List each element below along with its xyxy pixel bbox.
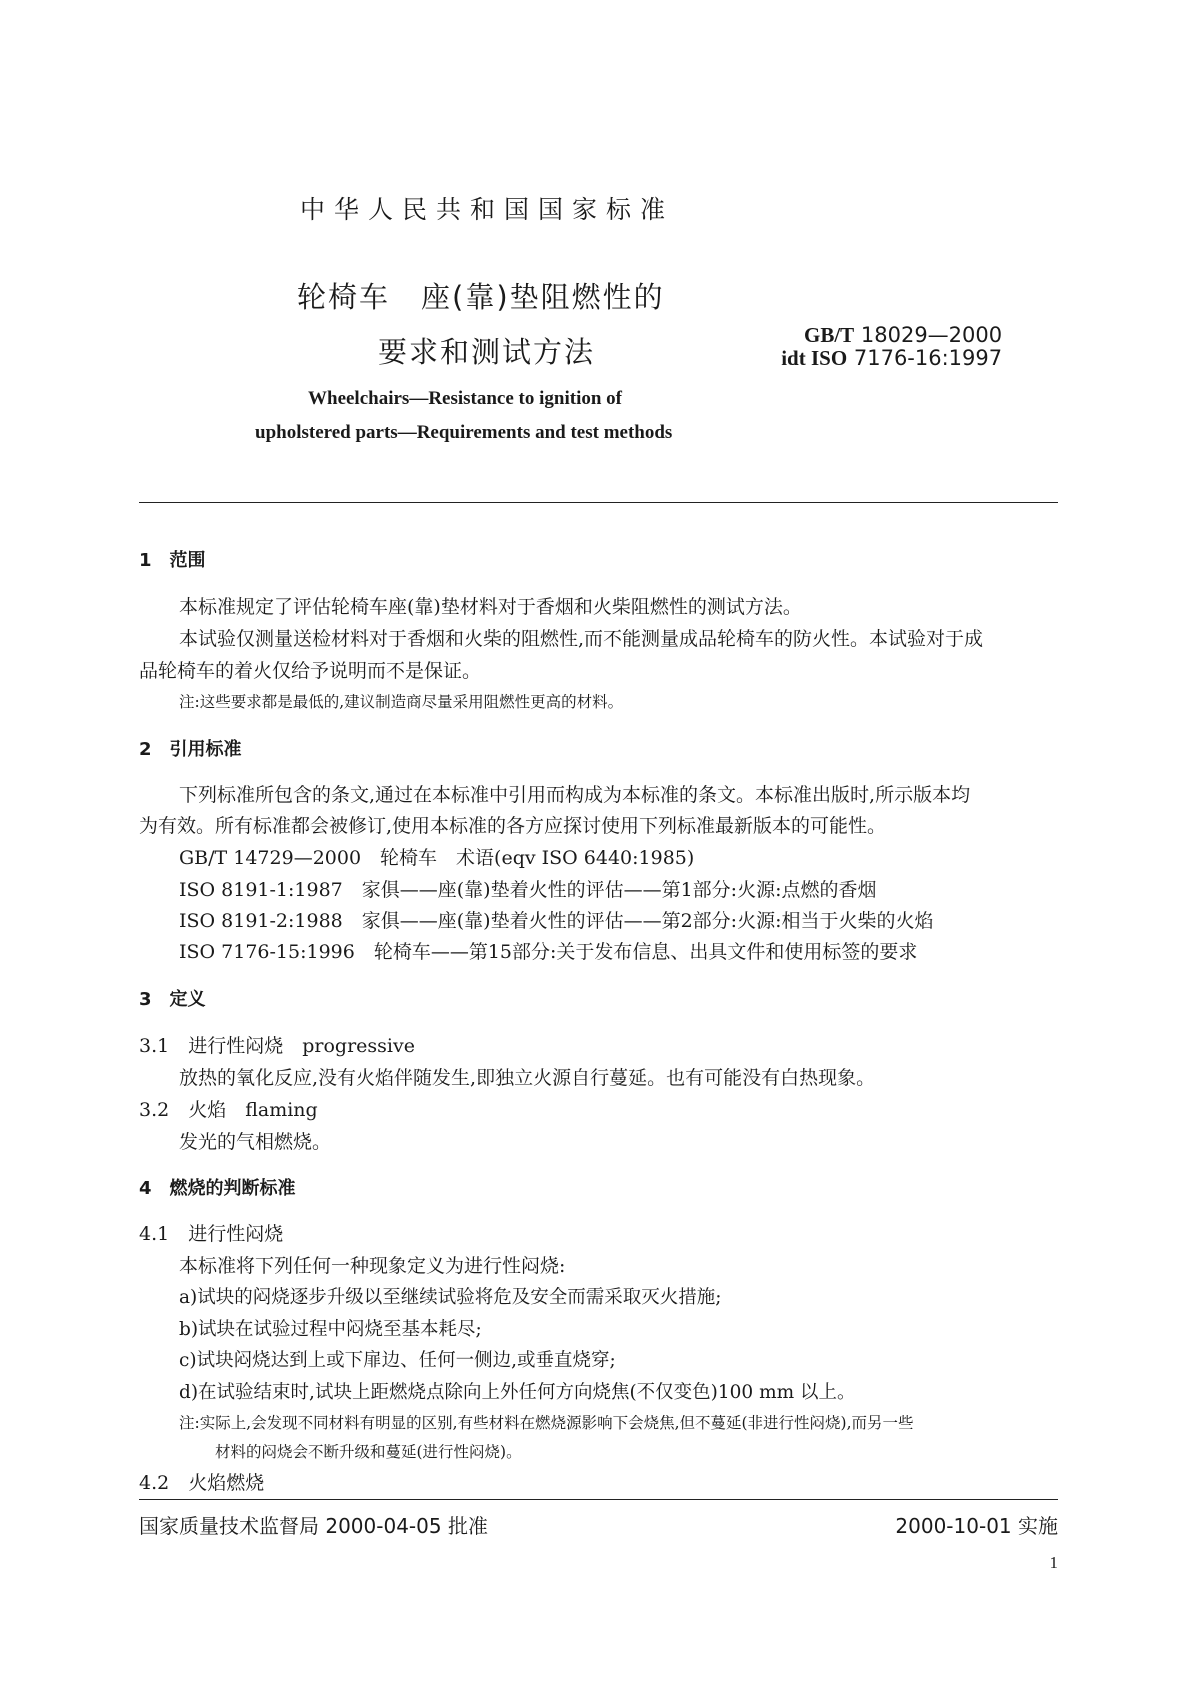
definition-3-2-title: 3.2 火焰 flaming <box>139 1099 318 1121</box>
std-number: 18029—2000 <box>860 323 1003 347</box>
definition-3-2-text: 发光的气相燃烧。 <box>179 1131 332 1153</box>
subsection-4-1-title: 4.1 进行性闷烧 <box>139 1223 284 1245</box>
subsection-4-1-note-line2: 材料的闷烧会不断升级和蔓延(进行性闷烧)。 <box>215 1443 522 1461</box>
section-2-paragraph-line1: 下列标准所包含的条文,通过在本标准中引用而构成为本标准的条文。本标准出版时,所示版本均 <box>179 784 971 806</box>
section-1-paragraph-2-line1: 本试验仅测量送检材料对于香烟和火柴的阻燃性,而不能测量成品轮椅车的防火性。本试验对于成 <box>179 628 984 650</box>
header-divider <box>139 502 1058 503</box>
subsection-4-1-note-line1: 注:实际上,会发现不同材料有明显的区别,有些材料在燃烧源影响下会烧焦,但不蔓延(非进行性闷烧),而另一些 <box>179 1414 914 1432</box>
definition-3-1-title: 3.1 进行性闷烧 progressive <box>139 1035 415 1057</box>
section-1-paragraph-1: 本标准规定了评估轮椅车座(靠)垫材料对于香烟和火柴阻燃性的测试方法。 <box>179 596 802 618</box>
definition-3-1-text: 放热的氧化反应,没有火焰伴随发生,即独立火源自行蔓延。也有可能没有白热现象。 <box>179 1067 876 1089</box>
reference-item: ISO 8191-1:1987 家俱——座(靠)垫着火性的评估——第1部分:火源:点燃的香烟 <box>179 879 877 901</box>
section-2-heading: 2 引用标准 <box>139 739 242 760</box>
footer-divider <box>139 1499 1058 1500</box>
implementation-date: 2000-10-01 实施 <box>895 1514 1058 1538</box>
section-3-heading: 3 定义 <box>139 989 206 1010</box>
list-item: d)在试验结束时,试块上距燃烧点除向上外任何方向烧焦(不仅变色)100 mm 以上。 <box>179 1382 856 1403</box>
idt-number <box>770 347 1002 370</box>
std-prefix: GB/T <box>804 323 855 347</box>
list-item: a)试块的闷烧逐步升级以至继续试验将危及安全而需采取灭火措施; <box>179 1287 722 1308</box>
section-4-heading: 4 燃烧的判断标准 <box>139 1178 296 1199</box>
reference-item: ISO 8191-2:1988 家俱——座(靠)垫着火性的评估——第2部分:火源:相当于火柴的火焰 <box>179 910 934 932</box>
idt-prefix: idt ISO <box>781 346 848 370</box>
title-en-line1: Wheelchairs—Resistance to ignition of <box>308 388 623 409</box>
section-1-paragraph-2-line2: 品轮椅车的着火仅给予说明而不是保证。 <box>139 660 482 682</box>
title-en-line2: upholstered parts—Requirements and test methods <box>255 422 673 443</box>
subsection-4-2-title: 4.2 火焰燃烧 <box>139 1472 265 1494</box>
standard-number <box>804 324 1002 347</box>
reference-item: GB/T 14729—2000 轮椅车 术语(eqv ISO 6440:1985) <box>179 847 695 869</box>
title-cn-line1: 轮椅车 座(靠)垫阻燃性的 <box>297 280 665 314</box>
national-standard-heading: 中华人民共和国国家标准 <box>300 195 675 224</box>
section-2-paragraph-line2: 为有效。所有标准都会被修订,使用本标准的各方应探讨使用下列标准最新版本的可能性。 <box>139 815 887 837</box>
list-item: c)试块闷烧达到上或下扉边、任何一侧边,或垂直烧穿; <box>179 1350 616 1371</box>
section-1-heading: 1 范围 <box>139 550 206 571</box>
subsection-4-1-intro: 本标准将下列任何一种现象定义为进行性闷烧: <box>179 1255 566 1277</box>
reference-item: ISO 7176-15:1996 轮椅车——第15部分:关于发布信息、出具文件和使用标签的要求 <box>179 941 918 963</box>
standard-number-block <box>781 323 1003 370</box>
idt-value: 7176-16:1997 <box>853 346 1003 370</box>
section-1-note: 注:这些要求都是最低的,建议制造商尽量采用阻燃性更高的材料。 <box>179 693 624 711</box>
approval-date: 国家质量技术监督局 2000-04-05 批准 <box>139 1514 488 1538</box>
list-item: b)试块在试验过程中闷烧至基本耗尽; <box>179 1319 482 1340</box>
title-cn-line2: 要求和测试方法 <box>378 335 596 369</box>
page-number: 1 <box>1049 1553 1058 1572</box>
